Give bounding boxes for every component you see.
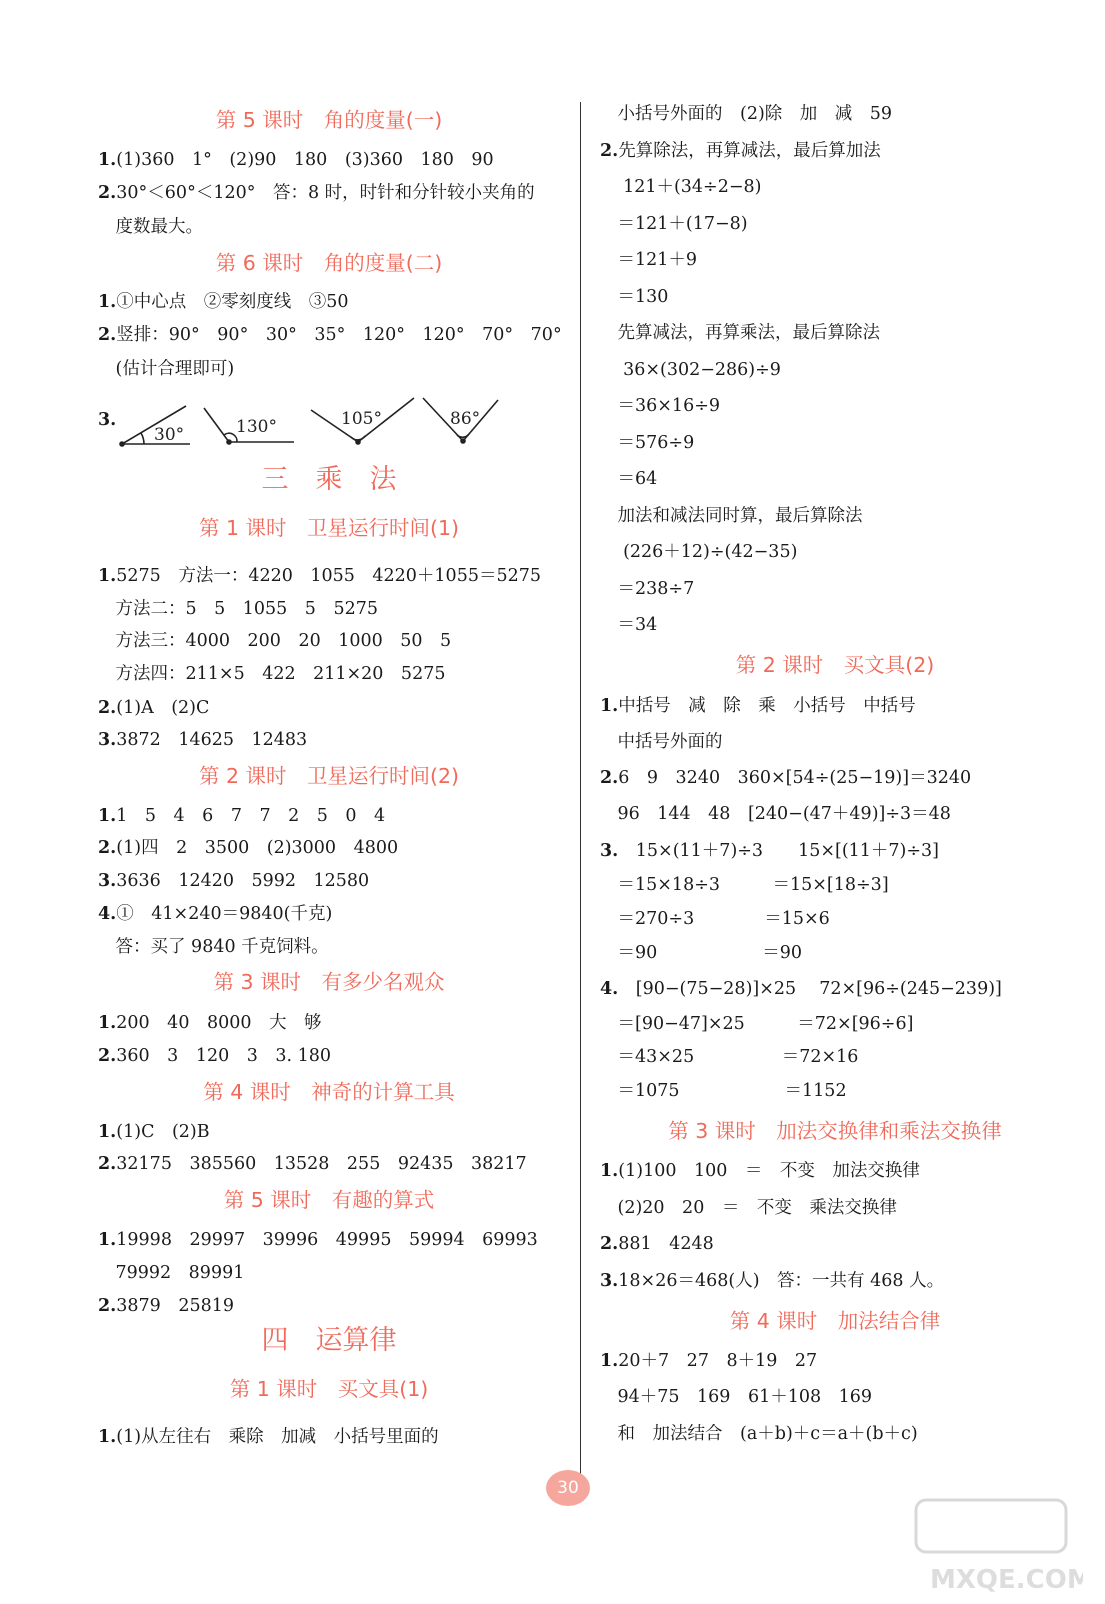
answer-text: 881 4248 [618, 1234, 714, 1254]
question-number: 1. [98, 1122, 117, 1142]
lesson-heading: 第 1 课时 卫星运行时间(1) [198, 516, 460, 540]
answer-line [600, 321, 880, 345]
answer-line [600, 504, 863, 528]
answer-line [600, 175, 761, 199]
question-number: 3. [98, 871, 117, 891]
lesson-heading: 第 3 课时 加法交换律和乘法交换律 [668, 1119, 1002, 1143]
answer-text: ＝121＋9 [600, 250, 698, 270]
answer-line [600, 1196, 897, 1220]
answer-text: (1)从左往右 乘除 加减 小括号里面的 [116, 1427, 439, 1447]
answer-line [600, 540, 797, 564]
answer-text: (估计合理即可) [98, 359, 235, 379]
question-number: 2. [600, 1234, 619, 1254]
answer-text: [90−(75−28)]×25 72×[96÷(245−239)] [618, 979, 1002, 999]
answer-text: ＝238÷7 [600, 579, 695, 599]
answer-text: 方法四：211×5 422 211×20 5275 [98, 664, 446, 684]
answer-text: (1)四 2 3500 (2)3000 4800 [116, 838, 399, 858]
answer-line [98, 1294, 234, 1318]
answer-text: ＝64 [600, 469, 658, 489]
angle-label-86: 86° [450, 409, 481, 429]
lesson-heading: 第 1 课时 买文具(1) [229, 1377, 429, 1401]
answer-text: 竖排：90° 90° 30° 35° 120° 120° 70° 70° [116, 325, 562, 345]
answer-text: 32175 385560 13528 255 92435 38217 [116, 1154, 527, 1174]
answer-text: 先算除法，再算减法，最后算加法 [618, 141, 881, 161]
answer-line [600, 358, 781, 382]
answer-line [600, 802, 951, 826]
question-number: 2. [98, 1296, 117, 1316]
lesson-heading: 第 5 课时 角的度量(一) [215, 108, 443, 132]
question-number: 1. [600, 1351, 619, 1371]
answer-line [600, 1349, 817, 1373]
answer-line [98, 290, 349, 314]
answer-text: 3636 12420 5992 12580 [116, 871, 370, 891]
question-number: 4. [98, 904, 117, 924]
answer-line [600, 730, 723, 754]
answer-text: 方法二：5 5 1055 5 5275 [98, 599, 378, 619]
answer-line [98, 1228, 538, 1252]
angle-label-30: 30° [154, 425, 185, 445]
answer-text: 1 5 4 6 7 7 2 5 0 4 [116, 806, 386, 826]
answer-line [98, 181, 535, 205]
answer-line [98, 1152, 527, 1176]
answer-text: ＝15×18÷3 ＝15×[18÷3] [600, 875, 889, 895]
answer-text: (226＋12)÷(42−35) [600, 542, 798, 562]
question-number: 1. [98, 1230, 117, 1250]
unit-heading: 四 运算律 [261, 1325, 397, 1356]
answer-line [98, 1011, 322, 1035]
answer-line [600, 1385, 872, 1409]
answer-line [600, 467, 657, 491]
answer-line [600, 577, 694, 601]
answer-text: 3872 14625 12483 [116, 730, 308, 750]
question-number: 1. [98, 150, 117, 170]
answer-line [600, 1422, 918, 1446]
question-number: 3. [600, 841, 619, 861]
question-number: 1. [600, 696, 619, 716]
answer-line [98, 804, 385, 828]
question-number: 4. [600, 979, 619, 999]
question-number: 1. [98, 1013, 117, 1033]
answer-text: 中括号 减 除 乘 小括号 中括号 [618, 696, 916, 716]
answer-text: ＝36×16÷9 [600, 396, 720, 416]
answer-text: ＝90 ＝90 [600, 943, 803, 963]
answer-text: (2)20 20 ＝ 不变 乘法交换律 [600, 1198, 897, 1218]
answer-line [600, 1045, 858, 1069]
answer-line [98, 869, 369, 893]
answer-line [600, 839, 939, 863]
answer-text: 先算减法，再算乘法，最后算除法 [600, 323, 880, 343]
question-number: 1. [98, 806, 117, 826]
answer-text: 度数最大。 [98, 217, 203, 237]
question-number: 3. [98, 730, 117, 750]
answer-line [600, 613, 657, 637]
question-number: 2. [98, 698, 117, 718]
answer-text: ＝34 [600, 615, 658, 635]
answer-text: 5275 方法一：4220 1055 4220＋1055＝5275 [116, 566, 541, 586]
answer-line [98, 148, 494, 172]
answer-text: 94＋75 169 61＋108 169 [600, 1387, 873, 1407]
answer-text: ＝43×25 ＝72×16 [600, 1047, 859, 1067]
question-number: 1. [98, 1427, 117, 1447]
question-number: 3. [98, 410, 117, 430]
answer-line [98, 1120, 210, 1144]
answer-text: ① 41×240＝9840(千克) [116, 904, 333, 924]
answer-text: (1)C (2)B [116, 1122, 210, 1142]
answer-text: 中括号外面的 [600, 732, 723, 752]
question-number: 2. [98, 1154, 117, 1174]
answer-text: 79992 89991 [98, 1263, 245, 1283]
answer-line [600, 248, 697, 272]
answer-text: ＝576÷9 [600, 433, 695, 453]
answer-line [600, 1012, 913, 1036]
answer-line [600, 766, 971, 790]
answer-line [600, 1079, 847, 1103]
answer-line [600, 102, 892, 126]
angle-label-130: 130° [236, 417, 277, 437]
answer-line [98, 728, 307, 752]
lesson-heading: 第 4 课时 加法结合律 [729, 1309, 941, 1333]
answer-text: ＝[90−47]×25 ＝72×[96÷6] [600, 1014, 914, 1034]
answer-text: 20＋7 27 8＋19 27 [618, 1351, 818, 1371]
lesson-heading: 第 4 课时 神奇的计算工具 [203, 1080, 455, 1104]
answer-text: 加法和减法同时算，最后算除法 [600, 506, 863, 526]
answer-text: ＝121＋(17−8) [600, 214, 748, 234]
lesson-heading: 第 2 课时 买文具(2) [735, 653, 935, 677]
answer-text: 19998 29997 39996 49995 59994 69993 [116, 1230, 538, 1250]
answer-line [600, 394, 720, 418]
lesson-heading: 第 5 课时 有趣的算式 [223, 1188, 435, 1212]
lesson-heading: 第 3 课时 有多少名观众 [213, 970, 445, 994]
answer-line [600, 1269, 944, 1293]
question-number: 3. [600, 1271, 619, 1291]
answer-text: ＝270÷3 ＝15×6 [600, 909, 830, 929]
answer-line [98, 1261, 244, 1285]
answer-line [98, 1425, 439, 1449]
answer-line [600, 431, 694, 455]
question-number: 1. [98, 566, 117, 586]
answer-line [600, 139, 881, 163]
answer-line [600, 873, 889, 897]
answer-text: 方法三：4000 200 20 1000 50 5 [98, 631, 452, 651]
svg-text:MXQE.COM: MXQE.COM [930, 1565, 1083, 1595]
lesson-heading: 第 6 课时 角的度量(二) [215, 251, 443, 275]
answer-line [98, 935, 329, 959]
answer-text: (1)360 1° (2)90 180 (3)360 180 90 [116, 150, 494, 170]
answer-text: 15×(11＋7)÷3 15×[(11＋7)÷3] [618, 841, 940, 861]
answer-line [98, 597, 378, 621]
answer-text: ＝130 [600, 287, 669, 307]
answer-line [600, 1159, 920, 1183]
angle-figures [98, 392, 518, 462]
question-number: 2. [98, 325, 117, 345]
answer-line [98, 696, 209, 720]
answer-text: ＝1075 ＝1152 [600, 1081, 847, 1101]
answer-text: (1)100 100 ＝ 不变 加法交换律 [618, 1161, 920, 1181]
answer-text: (1)A (2)C [116, 698, 210, 718]
angle-label-105: 105° [341, 409, 382, 429]
answer-line [98, 1044, 331, 1068]
answer-line [98, 902, 332, 926]
answer-text: ①中心点 ②零刻度线 ③50 [116, 292, 349, 312]
answer-text: 和 加法结合 (a＋b)＋c＝a＋(b＋c) [600, 1424, 918, 1444]
answer-text: 3879 25819 [116, 1296, 234, 1316]
answer-line [600, 285, 668, 309]
question-number: 2. [600, 141, 619, 161]
answer-text: 96 144 48 [240−(47＋49)]÷3＝48 [600, 804, 951, 824]
answer-text: 200 40 8000 大 够 [116, 1013, 322, 1033]
question-number: 1. [600, 1161, 619, 1181]
question-number: 2. [600, 768, 619, 788]
answer-text: 6 9 3240 360×[54÷(25−19)]＝3240 [618, 768, 972, 788]
answer-line [600, 694, 916, 718]
question-number: 2. [98, 1046, 117, 1066]
answer-line [98, 836, 398, 860]
lesson-heading: 第 2 课时 卫星运行时间(2) [198, 764, 460, 788]
column-divider [580, 102, 581, 1480]
answer-line [600, 907, 830, 931]
question-number: 2. [98, 838, 117, 858]
answer-line [98, 323, 562, 347]
answer-text: 18×26＝468(人) 答：一共有 468 人。 [618, 1271, 945, 1291]
answer-text: 答：买了 9840 千克饲料。 [98, 937, 329, 957]
answer-line [600, 212, 748, 236]
answer-text: 36×(302−286)÷9 [600, 360, 781, 380]
unit-heading: 三 乘 法 [261, 464, 397, 495]
answer-text: 360 3 120 3 3. 180 [116, 1046, 332, 1066]
answer-text: 小括号外面的 (2)除 加 减 59 [600, 104, 893, 124]
watermark-logo [908, 1490, 1083, 1600]
answer-line [98, 357, 234, 381]
answer-text: 30°＜60°＜120° 答：8 时，时针和分针较小夹角的 [116, 183, 535, 203]
question-number: 1. [98, 292, 117, 312]
answer-line [600, 977, 1002, 1001]
answer-line [600, 1232, 714, 1256]
answer-line [98, 629, 451, 653]
page-number-badge: 30 [546, 1470, 590, 1506]
answer-line [98, 662, 445, 686]
answer-line [98, 564, 541, 588]
answer-line [600, 941, 802, 965]
answer-line [98, 215, 203, 239]
question-number: 2. [98, 183, 117, 203]
answer-text: 121＋(34÷2−8) [600, 177, 762, 197]
